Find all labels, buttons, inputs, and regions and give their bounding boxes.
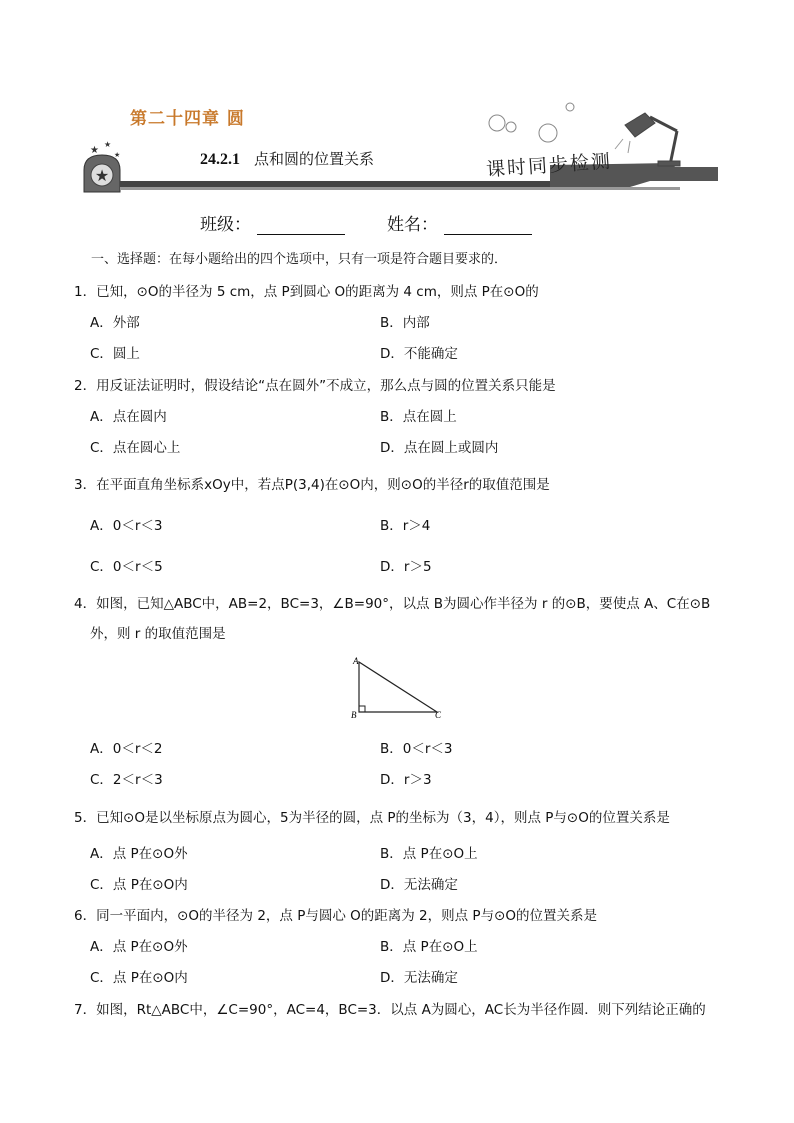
- triangle-abc-figure: [345, 652, 455, 722]
- q6-option-c: C．点 P在⊙O内: [90, 970, 188, 986]
- svg-text:★: ★: [104, 140, 112, 149]
- q2-option-b: B．点在圆上: [380, 409, 457, 425]
- q1-option-a: A．外部: [90, 315, 140, 331]
- q1-option-c: C．圆上: [90, 346, 140, 362]
- q3-option-a: A．0＜r＜3: [90, 518, 163, 534]
- svg-text:★: ★: [94, 166, 110, 185]
- vertex-c-label: C: [435, 710, 442, 720]
- brand-label: 课时同步检测: [485, 150, 613, 182]
- q4-option-c: C．2＜r＜3: [90, 772, 163, 788]
- q2-option-d: D．点在圆上或圆内: [380, 440, 499, 456]
- q4-option-a: A．0＜r＜2: [90, 741, 163, 757]
- bubbles-icon: [489, 103, 574, 142]
- q2-option-c: C．点在圆心上: [90, 440, 181, 456]
- question-5-stem: 5．已知⊙O是以坐标原点为圆心，5为半径的圆，点 P的坐标为（3，4），则点 P与⊙O的位置关系是: [74, 810, 670, 826]
- q4-option-b: B．0＜r＜3: [380, 741, 453, 757]
- q3-option-c: C．0＜r＜5: [90, 559, 163, 575]
- vertex-b-label: B: [351, 710, 357, 720]
- chapter-title: 第二十四章 圆: [130, 109, 245, 129]
- svg-text:★: ★: [114, 151, 121, 159]
- q2-option-a: A．点在圆内: [90, 409, 167, 425]
- q1-option-d: D．不能确定: [380, 346, 458, 362]
- section-number: 24.2.1: [200, 151, 240, 168]
- class-blank[interactable]: [257, 216, 345, 235]
- question-7-stem: 7．如图，Rt△ABC中，∠C=90°，AC=4，BC=3．以点 A为圆心，AC长为半径作圆．则下列结论正确的: [74, 1002, 706, 1018]
- question-4-stem-continued: 外，则 r 的取值范围是: [90, 626, 226, 642]
- q6-option-a: A．点 P在⊙O外: [90, 939, 188, 955]
- q3-option-d: D．r＞5: [380, 559, 432, 575]
- q6-option-b: B．点 P在⊙O上: [380, 939, 478, 955]
- q5-option-c: C．点 P在⊙O内: [90, 877, 188, 893]
- section-instructions: 一、选择题：在每小题给出的四个选项中，只有一项是符合题目要求的．: [91, 252, 508, 267]
- q4-option-d: D．r＞3: [380, 772, 432, 788]
- question-6-stem: 6．同一平面内，⊙O的半径为 2，点 P与圆心 O的距离为 2，则点 P与⊙O的位置关系是: [74, 908, 598, 924]
- q5-option-b: B．点 P在⊙O上: [380, 846, 478, 862]
- question-2-stem: 2．用反证法证明时，假设结论“点在圆外”不成立，那么点与圆的位置关系只能是: [74, 378, 556, 394]
- question-3-stem: 3．在平面直角坐标系xOy中，若点P(3,4)在⊙O内，则⊙O的半径r的取值范围是: [74, 477, 550, 493]
- section-title: 点和圆的位置关系: [254, 150, 375, 168]
- student-info-line: [200, 210, 532, 235]
- q6-option-d: D．无法确定: [380, 970, 458, 986]
- section-heading: [200, 148, 374, 169]
- q5-option-a: A．点 P在⊙O外: [90, 846, 188, 862]
- class-label: 班级：: [200, 215, 251, 235]
- vertex-a-label: A: [353, 656, 359, 666]
- q3-option-b: B．r＞4: [380, 518, 431, 534]
- question-1-stem: 1．已知，⊙O的半径为 5 cm，点 P到圆心 O的距离为 4 cm，则点 P在⊙O的: [74, 284, 539, 300]
- q1-option-b: B．内部: [380, 315, 430, 331]
- name-label: 姓名：: [387, 215, 438, 235]
- q5-option-d: D．无法确定: [380, 877, 458, 893]
- svg-text:★: ★: [90, 145, 99, 156]
- star-badge-icon: [84, 140, 120, 192]
- question-4-stem: 4．如图，已知△ABC中，AB=2，BC=3，∠B=90°，以点 B为圆心作半径为 r 的⊙B，要使点 A、C在⊙B: [74, 596, 711, 612]
- name-blank[interactable]: [444, 216, 532, 235]
